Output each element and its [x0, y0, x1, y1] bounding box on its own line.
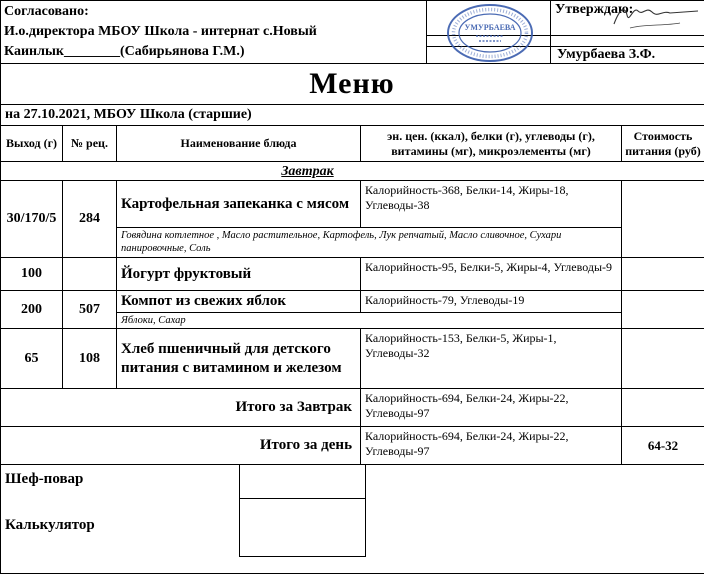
cost-cell [622, 329, 704, 389]
col-header-recipe: № рец. [63, 126, 117, 162]
nutrition-info: Калорийность-153, Белки-5, Жиры-1, Углеводы-32 [361, 329, 622, 389]
page-left-border [0, 1, 1, 573]
table-header-row [1, 126, 704, 162]
section-row [1, 162, 704, 181]
total-cost [622, 389, 704, 427]
nutrition-info: Калорийность-368, Белки-14, Жиры-18, Углеводы-38 [361, 181, 622, 228]
total-nutrition: Калорийность-694, Белки-24, Жиры-22, Углеводы-97 [361, 389, 622, 427]
table-row [1, 181, 704, 228]
menu-table [0, 125, 704, 465]
empty-cell [427, 36, 550, 47]
table-row [1, 258, 704, 291]
output-value: 200 [1, 291, 63, 329]
cost-cell [622, 291, 704, 329]
recipe-number: 108 [63, 329, 117, 389]
nutrition-info: Калорийность-79, Углеводы-19 [361, 291, 622, 313]
recipe-number [63, 258, 117, 291]
agreed-label: Согласовано: [4, 4, 89, 19]
approve-label: Утверждаю: [555, 2, 634, 17]
empty-cell [427, 1, 550, 36]
dish-name: Йогурт фруктовый [117, 258, 361, 291]
stamp-text: УМУРБАЕВА [464, 23, 516, 32]
nutrition-info: Калорийность-95, Белки-5, Жиры-4, Углеводы-9 [361, 258, 622, 291]
total-row-day [1, 427, 704, 465]
ingredients: Говядина котлетное , Масло растительное, Картофель, Лук репчатый, Масло сливочное, Сухари панировочные, Соль [117, 228, 622, 258]
col-header-dish: Наименование блюда [117, 126, 361, 162]
total-cost: 64-32 [622, 427, 704, 465]
cost-cell [622, 181, 704, 258]
header-middle-cells [427, 1, 551, 63]
chef-signature-box [239, 465, 366, 499]
empty-cell [551, 36, 704, 47]
col-header-nutrition: эн. цен. (ккал), белки (г), углеводы (г), витамины (мг), микроэлементы (мг) [361, 126, 622, 162]
total-row-breakfast [1, 389, 704, 427]
output-value: 100 [1, 258, 63, 291]
approve-cell [551, 1, 704, 36]
recipe-number: 284 [63, 181, 117, 258]
calculator-label: Калькулятор [5, 517, 95, 533]
signature-footer [0, 465, 704, 576]
approver-name: Умурбаева З.Ф. [557, 47, 656, 62]
total-nutrition: Калорийность-694, Белки-24, Жиры-22, Углеводы-97 [361, 427, 622, 465]
document-header [0, 1, 704, 64]
output-value: 30/170/5 [1, 181, 63, 258]
approve-block [551, 1, 704, 63]
table-row [1, 329, 704, 389]
page-bottom-border [0, 573, 704, 574]
total-label: Итого за день [1, 427, 361, 465]
empty-cell [427, 47, 550, 63]
recipe-number: 507 [63, 291, 117, 329]
page-title: Меню [309, 67, 395, 100]
chef-label: Шеф-повар [5, 471, 84, 487]
calculator-signature-box [239, 499, 366, 557]
signature-icon [610, 2, 702, 34]
ingredients: Яблоки, Сахар [117, 313, 622, 329]
table-row [1, 291, 704, 313]
menu-subtitle: на 27.10.2021, МБОУ Школа (старшие) [0, 104, 704, 125]
dish-name: Картофельная запеканка с мясом [117, 181, 361, 228]
agreed-block [0, 1, 427, 63]
col-header-cost: Стоимость питания (руб) [622, 126, 704, 162]
section-title: Завтрак [281, 164, 334, 179]
cost-cell [622, 258, 704, 291]
dish-name: Компот из свежих яблок [117, 291, 361, 313]
output-value: 65 [1, 329, 63, 389]
agreed-line2: Каинлык________(Сабирьянова Г.М.) [4, 44, 245, 59]
total-label: Итого за Завтрак [1, 389, 361, 427]
col-header-output: Выход (г) [1, 126, 63, 162]
dish-name: Хлеб пшеничный для детского питания с витамином и железом [117, 329, 361, 389]
agreed-line1: И.о.директора МБОУ Школа - интернат с.Новый [4, 24, 317, 39]
